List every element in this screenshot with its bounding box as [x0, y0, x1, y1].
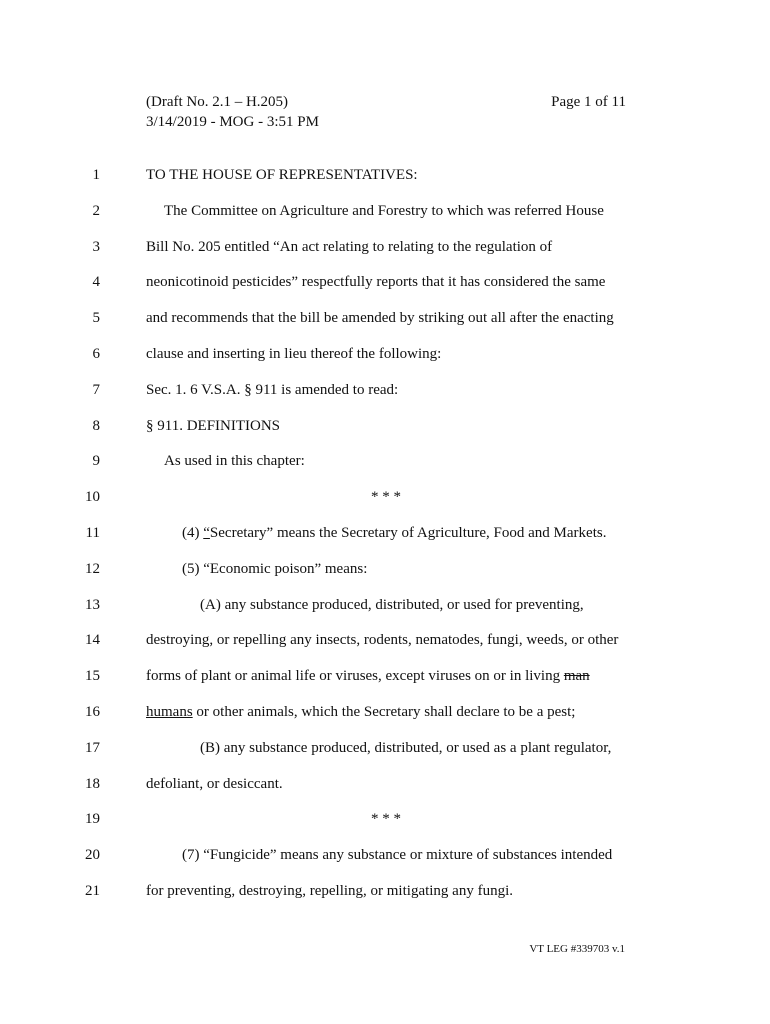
- line-text: (A) any substance produced, distributed, or used for preventing,: [200, 596, 584, 613]
- line-6: [0, 344, 770, 380]
- line-text: destroying, or repelling any insects, rodents, nematodes, fungi, weeds, or other: [146, 632, 619, 649]
- line-number: 1: [92, 167, 100, 183]
- line-text: TO THE HOUSE OF REPRESENTATIVES:: [146, 167, 418, 183]
- line-1: [0, 165, 770, 201]
- line-2: [0, 201, 770, 237]
- line-number: 8: [92, 417, 100, 434]
- line-text: [146, 666, 590, 686]
- omission-marker: * * *: [371, 811, 401, 828]
- line-text-part: Secretary” means the Secretary of Agriculture, Food and Markets.: [209, 524, 607, 541]
- line-number: 3: [92, 238, 100, 255]
- inserted-text: “: [203, 524, 210, 541]
- line-12: [0, 559, 770, 595]
- line-text: The Committee on Agriculture and Forestry to which was referred House: [164, 202, 604, 219]
- document-footer: VT LEG #339703 v.1: [529, 943, 625, 955]
- line-16: [0, 702, 770, 738]
- section-heading: Sec. 1. 6 V.S.A. § 911 is amended to read:: [146, 381, 399, 398]
- line-number: 4: [92, 274, 100, 291]
- line-number: 13: [85, 596, 100, 613]
- line-text: neonicotinoid pesticides” respectfully reports that it has considered the same: [146, 274, 606, 291]
- line-number: 5: [92, 310, 100, 327]
- line-number: 7: [92, 381, 100, 398]
- line-text: defoliant, or desiccant.: [146, 775, 283, 792]
- page-number: Page 1 of 11: [551, 94, 626, 110]
- line-15: [0, 666, 770, 702]
- line-number: 20: [85, 847, 100, 864]
- line-text: As used in this chapter:: [164, 453, 305, 470]
- line-text: Bill No. 205 entitled “An act relating to relating to the regulation of: [146, 238, 553, 255]
- line-number: 2: [92, 202, 100, 219]
- line-text: (7) “Fungicide” means any substance or mixture of substances intended: [182, 847, 613, 864]
- line-number: 10: [85, 489, 100, 506]
- inserted-text: humans: [146, 703, 193, 720]
- line-8: [0, 416, 770, 452]
- line-number: 14: [85, 632, 100, 649]
- line-7: [0, 380, 770, 416]
- line-number: 15: [85, 668, 100, 685]
- line-number: 6: [92, 345, 100, 362]
- line-number: 18: [85, 775, 100, 792]
- document-header: [146, 92, 626, 132]
- line-3: [0, 237, 770, 273]
- line-5: [0, 308, 770, 344]
- line-text: [146, 523, 606, 543]
- line-number: 19: [85, 811, 100, 828]
- line-9: [0, 451, 770, 487]
- line-number: 21: [85, 882, 100, 899]
- line-number: 12: [85, 560, 100, 577]
- line-21: [0, 881, 770, 917]
- draft-number: (Draft No. 2.1 – H.205): [146, 94, 289, 110]
- line-number: 9: [92, 453, 100, 470]
- line-text: [146, 702, 575, 722]
- section-title: § 911. DEFINITIONS: [146, 417, 281, 434]
- line-20: [0, 845, 770, 881]
- line-text: (B) any substance produced, distributed, or used as a plant regulator,: [200, 739, 612, 756]
- line-11: [0, 523, 770, 559]
- line-text: and recommends that the bill be amended by striking out all after the enacting: [146, 310, 614, 327]
- line-10: [0, 487, 770, 523]
- line-17: [0, 738, 770, 774]
- line-19: [0, 809, 770, 845]
- line-text: clause and inserting in lieu thereof the following:: [146, 345, 442, 362]
- line-13: [0, 595, 770, 631]
- line-number: 17: [85, 739, 100, 756]
- line-text: (5) “Economic poison” means:: [182, 560, 368, 577]
- line-text-part: (4): [182, 524, 204, 541]
- bill-body: [0, 165, 770, 917]
- line-14: [0, 630, 770, 666]
- line-4: [0, 272, 770, 308]
- line-text-part: or other animals, which the Secretary shall declare to be a pest;: [192, 703, 576, 720]
- omission-marker: * * *: [371, 489, 401, 506]
- line-text: for preventing, destroying, repelling, or mitigating any fungi.: [146, 882, 514, 899]
- line-number: 16: [85, 703, 100, 720]
- deleted-text: man: [563, 668, 590, 685]
- line-18: [0, 774, 770, 810]
- line-number: 11: [85, 524, 100, 541]
- line-text-part: forms of plant or animal life or viruses, except viruses on or in living: [146, 668, 564, 685]
- draft-timestamp: 3/14/2019 - MOG - 3:51 PM: [146, 114, 319, 130]
